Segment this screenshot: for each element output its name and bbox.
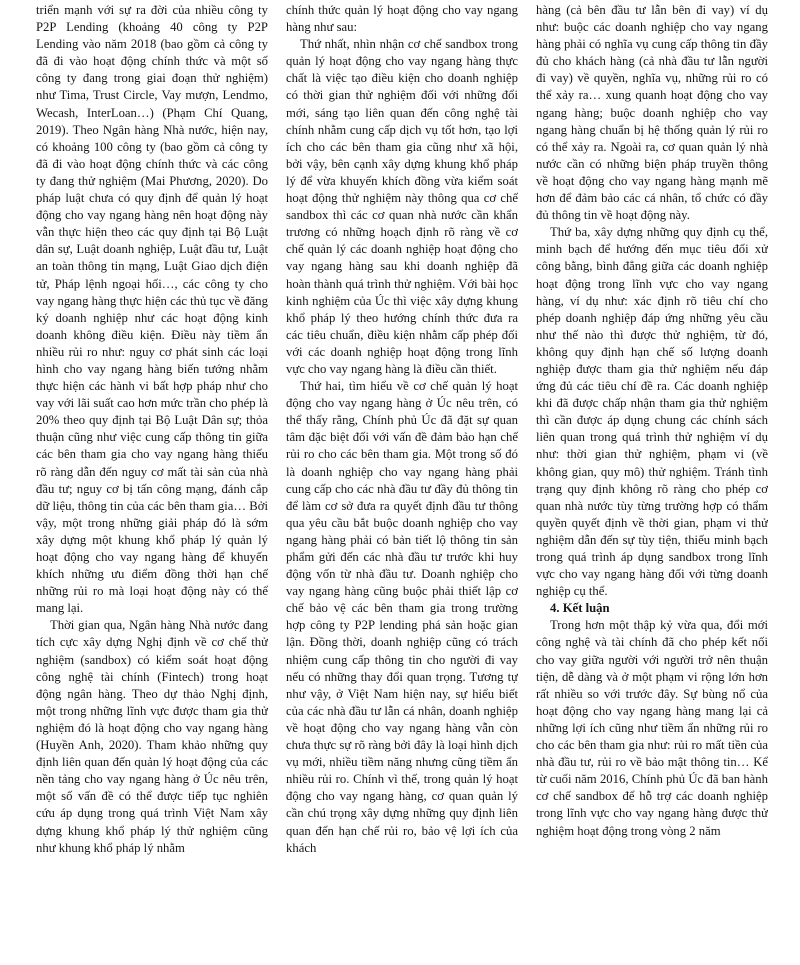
column-middle [286,2,518,962]
paragraph: Thứ ba, xây dựng những quy định cụ thể, minh bạch để hướng đến mục tiêu đối xử công bằng, bình đẳng giữa các doanh nghiệp hoạt động trong lĩnh vực cho vay ngang hàng, ví dụ như: xác định rõ tiêu chí cho phép doanh nghiệp đáp ứng những yêu cầu như thế nào thì được thử nghiệm, từ đó, không quy định hạn chế số lượng doanh nghiệp được tham gia thử nghiệm nếu đáp ứng đủ các tiêu chí đề ra. Các doanh nghiệp khi đã được chấp nhận tham gia thử nghiệm thì cần được áp dụng chung các chính sách liên quan trong quá trình thử nghiệm ví dụ như: thời gian thử nghiệm, phạm vi (về không gian, quy mô) thử nghiệm. Tránh tình trạng quy định không rõ ràng cho phép cơ quan nhà nước tùy từng trường hợp có thẩm quyền quyết định về thời gian, phạm vi thử nghiệm dẫn đến sự tùy tiện, thiếu minh bạch trong quá trình áp dụng sandbox trong lĩnh vực cho vay ngang hàng đối với từng doanh nghiệp cụ thể. [536,225,768,599]
paragraph: hàng (cả bên đầu tư lẫn bên đi vay) ví dụ như: buộc các doanh nghiệp cho vay ngang hàng phải có nghĩa vụ cung cấp thông tin đầy đủ cho khách hàng (cả nhà đầu tư lẫn người đi vay) về quyền, nghĩa vụ, những rủi ro có thể xảy ra… xung quanh hoạt động cho vay ngang hàng; buộc doanh nghiệp cho vay ngang hàng chuẩn bị hệ thống quản lý rủi ro có thể xảy ra. Ngoài ra, cơ quan quản lý nhà nước cần có những biện pháp truyền thông về hoạt động cho vay ngang hàng mạnh mẽ hơn để đảm bảo các cá nhân, tổ chức có đầy đủ thông tin về hoạt động này. [536,3,768,223]
section-heading: 4. Kết luận [550,601,610,616]
column-right [536,2,768,962]
paragraph: triển mạnh với sự ra đời của nhiều công ty P2P Lending (khoảng 40 công ty P2P Lending vào năm 2018 (bao gồm cả công ty đã đi vào hoạt động chính thức và một số công ty đang trong giai đoạn thử nghiệm) như Tima, Trust Circle, Vay mượn, Lendmo, Wecash, InterLoan…) (Phạm Chí Quang, 2019). Theo Ngân hàng Nhà nước, hiện nay, có khoảng 100 công ty (bao gồm cả công ty đã đi vào hoạt động chính thức và các công ty đang thử nghiệm (Mai Phương, 2020). Do pháp luật chưa có quy định để quản lý hoạt động cho vay ngang hàng nên hoạt động này vẫn thực hiện theo các quy định tại Bộ Luật dân sự, Luật doanh nghiệp, Luật đầu tư, Luật an toàn thông tin mạng, Luật Giao dịch điện tử, Pháp lệnh ngoại hối…, các công ty cho vay ngang hàng thực hiện các thủ tục về đăng ký doanh nghiệp như các hoạt động kinh doanh không điều kiện. Điều này tiềm ẩn nhiều rủi ro như: nguy cơ phát sinh các loại hình cho vay ngang hàng biến tướng nhằm thực hiện các hành vi bất hợp pháp như cho vay với lãi suất cao hơn mức trần cho phép là 20% theo quy định tại Bộ Luật Dân sự; thỏa thuận cũng như việc cung cấp thông tin giữa các bên tham gia cho vay ngang hàng thiếu rõ ràng dẫn đến nguy cơ mất tài sản của nhà đầu tư; nguy cơ bị tấn công mạng, đánh cắp dữ liệu, thông tin của các bên tham gia… Bởi vậy, một trong những giải pháp đó là sớm xây dựng một khung khổ pháp lý quản lý hoạt động cho vay ngang hàng để khuyến khích những ưu điểm đồng thời hạn chế những rủi ro mà loại hoạt động này có thể mang lại. [36,3,268,616]
column-left [36,2,268,962]
paragraph: chính thức quản lý hoạt động cho vay ngang hàng như sau: [286,3,518,35]
paragraph: Trong hơn một thập kỷ vừa qua, đổi mới công nghệ và tài chính đã cho phép kết nối cho vay giữa người với người trở nên thuận tiện, dễ dàng và ở một phạm vi rộng lớn hơn rất nhiều so với trước đây. Sự bùng nổ của hoạt động cho vay ngang hàng mang lại cả những lợi ích cũng như tiềm ẩn những rủi ro cho các bên tham gia như: rủi ro mất tiền của nhà đầu tư, rủi ro về bảo mật thông tin… Kể từ cuối năm 2016, Chính phủ Úc đã ban hành cơ chế sandbox để hỗ trợ các doanh nghiệp trong lĩnh vực cho vay ngang hàng được thử nghiệm hoạt động trong vòng 2 năm [536,618,768,838]
article-page [36,2,768,962]
paragraph: Thứ nhất, nhìn nhận cơ chế sandbox trong quản lý hoạt động cho vay ngang hàng thực chất là việc tạo điều kiện cho doanh nghiệp có thời gian thử nghiệm đối với những đổi mới, sáng tạo liên quan đến công nghệ tài chính nhằm cung cấp dịch vụ tốt hơn, tạo lợi ích cho các bên tham gia cũng như xã hội, bởi vậy, bên cạnh xây dựng khung khổ pháp lý để vừa khuyến khích đồng vừa kiểm soát hoạt động thử nghiệm này thông qua cơ chế sandbox thì các cơ quan nhà nước cần khẩn trương có những hoạch định rõ ràng về cơ chế quản lý các doanh nghiệp hoạt động cho vay ngang hàng sau khi doanh nghiệp đã hoàn thành quá trình thử nghiệm. Với bài học kinh nghiệm của Úc thì việc xây dựng khung khổ pháp lý theo hướng chính thức đưa ra các tiêu chuẩn, điều kiện nhằm cấp phép đối với các doanh nghiệp hoạt động trong lĩnh vực cho vay ngang hàng là điều cần thiết. [286,37,518,376]
paragraph: Thời gian qua, Ngân hàng Nhà nước đang tích cực xây dựng Nghị định về cơ chế thử nghiệm (sandbox) có kiểm soát hoạt động công nghệ tài chính (Fintech) trong hoạt động ngân hàng. Theo dự thảo Nghị định, một trong những lĩnh vực được tham gia thử nghiệm đó là hoạt động cho vay ngang hàng (Huyền Anh, 2020). Tham khảo những quy định liên quan đến quản lý hoạt động của các nền tảng cho vay ngang hàng ở Úc nêu trên, một số vấn đề có thể được tiếp tục nghiên cứu áp dụng trong quá trình Việt Nam xây dựng khung khổ pháp lý thử nghiệm cũng như khung khổ pháp lý nhằm [36,618,268,855]
paragraph: Thứ hai, tìm hiểu về cơ chế quản lý hoạt động cho vay ngang hàng ở Úc nêu trên, có thể thấy rằng, Chính phủ Úc đã đặt sự quan tâm đặc biệt đối với vấn đề đảm bảo hạn chế rủi ro cho các bên tham gia. Một trong số đó là doanh nghiệp cho vay ngang hàng phải cung cấp cho các nhà đầu tư đầy đủ thông tin để làm cơ sở đưa ra quyết định đầu tư thông qua yêu cầu bắt buộc doanh nghiệp cho vay ngang hàng phải có bản tiết lộ thông tin sản phẩm gửi đến các nhà đầu tư trước khi huy động vốn từ nhà đầu tư. Doanh nghiệp cho vay ngang hàng cũng buộc phải thiết lập cơ chế bảo vệ các bên tham gia trong trường hợp công ty P2P lending phá sản hoặc gian lận. Đồng thời, doanh nghiệp cũng có trách nhiệm cung cấp thông tin cho người đi vay nếu có những thay đổi quan trọng. Tương tự như vậy, ở Việt Nam hiện nay, sự hiểu biết của các nhà đầu tư lẫn cá nhân, doanh nghiệp về hoạt động cho vay ngang hàng vẫn còn chưa thực sự rõ ràng bởi đây là loại hình dịch vụ mới, nhiều tiềm năng nhưng cũng tiềm ẩn nhiều rủi ro. Chính vì thế, trong quản lý hoạt động cho vay ngang hàng, cơ quan quản lý cần chú trọng xây dựng những quy định liên quan đến hạn chế rủi ro, bảo vệ lợi ích của khách [286,379,518,855]
